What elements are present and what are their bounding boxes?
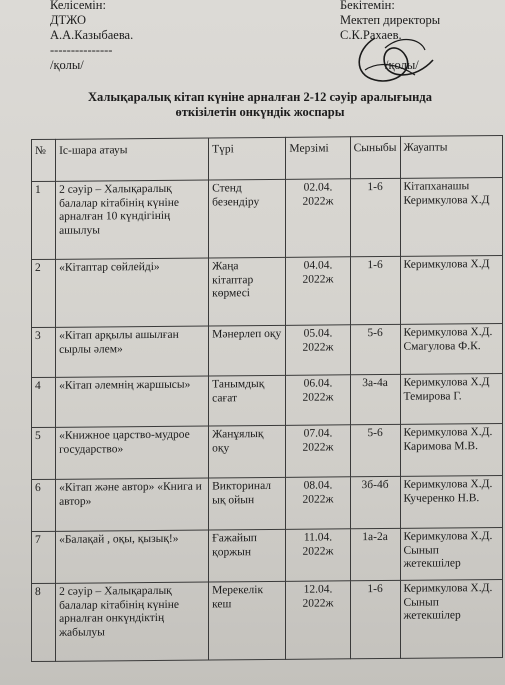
table-row bbox=[32, 579, 503, 661]
cell-responsible: Керимкулова Х.Д. Смагулова Ф.К. bbox=[400, 323, 503, 374]
cell-event-name: «Кітап және автор» «Книга и автор» bbox=[56, 478, 209, 531]
event-plan-table bbox=[31, 135, 503, 662]
cell-type: Танымдық сағат bbox=[209, 375, 286, 426]
plan-title-line1: Халықаралық кітап күніне арналған 2-12 сәуір аралығында bbox=[88, 90, 432, 104]
cell-grade: 1-6 bbox=[350, 580, 400, 658]
agree-signature-line: --------------- bbox=[50, 43, 113, 57]
cell-date: 08.04. 2022ж bbox=[286, 477, 350, 530]
table-row bbox=[32, 177, 503, 259]
cell-responsible: Керимкулова Х.Д Темирова Г. bbox=[400, 373, 503, 424]
table-row bbox=[32, 323, 503, 377]
cell-event-name: «Кітаптар сөйлейді» bbox=[56, 258, 209, 327]
cell-number: 6 bbox=[32, 479, 56, 531]
cell-event-name: «Кітап әлемнің жаршысы» bbox=[56, 376, 209, 427]
agree-label: Келісемін: bbox=[50, 0, 106, 12]
approve-name: С.К.Рахаев. bbox=[340, 28, 402, 42]
cell-number: 2 bbox=[32, 259, 56, 327]
header-date: Мерзімі bbox=[286, 137, 350, 180]
cell-date: 05.04. 2022ж bbox=[286, 325, 350, 376]
cell-responsible: Керимкулова Х.Д. Сынып жетекшілер bbox=[400, 527, 503, 580]
table-row bbox=[32, 423, 503, 479]
agree-name: А.А.Казыбаева. bbox=[50, 28, 134, 42]
cell-type: Викторинал ық ойын bbox=[209, 477, 286, 530]
cell-event-name: «Кітап арқылы ашылған сырлы әлем» bbox=[56, 326, 209, 377]
cell-grade: 1-6 bbox=[350, 256, 400, 324]
handwritten-signature bbox=[345, 30, 440, 90]
cell-date: 07.04. 2022ж bbox=[286, 425, 350, 478]
table-row bbox=[32, 255, 503, 327]
cell-responsible: Кітапханашы Керимкулова Х.Д bbox=[400, 177, 503, 256]
cell-number: 7 bbox=[32, 531, 56, 583]
table-header-row bbox=[32, 135, 503, 181]
cell-grade: 1а-2а bbox=[350, 528, 400, 580]
cell-event-name: 2 сәуір – Халықаралық балалар кітабінің күніне арналған онкүндіктің жабылуы bbox=[56, 582, 209, 661]
cell-type: Мәнерлеп оқу bbox=[209, 325, 286, 376]
cell-number: 3 bbox=[32, 327, 56, 377]
cell-grade: 1-6 bbox=[350, 178, 400, 256]
agree-signature-caption: /қолы/ bbox=[50, 58, 84, 72]
cell-type: Жаңа кітаптар көрмесі bbox=[209, 257, 286, 326]
cell-event-name: «Балақай , оқы, қызық!» bbox=[56, 530, 209, 583]
cell-event-name: «Книжное царство-мудрое государство» bbox=[56, 426, 209, 479]
table-row bbox=[32, 527, 503, 583]
cell-responsible: Керимкулова Х.Д. Сынып жетекшілер bbox=[400, 579, 503, 658]
approve-org: Мектеп директоры bbox=[340, 13, 441, 27]
cell-grade: 5-6 bbox=[350, 424, 400, 476]
cell-event-name: 2 сәуір – Халықаралық балалар кітабінің күніне арналған 10 күндігінің ашылуы bbox=[56, 180, 209, 259]
cell-type: Мерекелік кеш bbox=[209, 581, 286, 660]
cell-date: 11.04. 2022ж bbox=[286, 529, 350, 582]
cell-number: 1 bbox=[32, 181, 56, 259]
header-event-name: Іс-шара атауы bbox=[56, 138, 209, 181]
cell-number: 5 bbox=[32, 427, 56, 479]
cell-date: 04.04. 2022ж bbox=[286, 257, 350, 326]
approve-signature-caption: /қолы/ bbox=[385, 58, 419, 72]
cell-number: 4 bbox=[32, 377, 56, 427]
cell-date: 12.04. 2022ж bbox=[286, 581, 350, 660]
header-type: Түрі bbox=[209, 137, 286, 180]
agree-org: ДТЖО bbox=[50, 13, 87, 27]
cell-type: Жанұялық оқу bbox=[209, 425, 286, 478]
table-row bbox=[32, 373, 503, 427]
cell-number: 8 bbox=[32, 583, 56, 661]
cell-date: 06.04. 2022ж bbox=[286, 375, 350, 426]
cell-grade: 5-6 bbox=[350, 324, 400, 374]
header-responsible: Жауапты bbox=[400, 135, 503, 178]
cell-date: 02.04. 2022ж bbox=[286, 179, 350, 258]
approval-left-block bbox=[50, 0, 133, 73]
header-number: № bbox=[32, 139, 56, 181]
table-row bbox=[32, 475, 503, 531]
cell-responsible: Керимкулова Х.Д. Каримова М.В. bbox=[400, 423, 503, 476]
cell-type: Стенд безендіру bbox=[209, 179, 286, 258]
header-grade: Сыныбы bbox=[350, 136, 400, 178]
cell-type: Ғажайып қоржын bbox=[209, 529, 286, 582]
approve-label: Бекітемін: bbox=[340, 0, 395, 12]
cell-responsible: Керимкулова Х.Д. Кучеренко Н.В. bbox=[400, 475, 503, 528]
cell-grade: 3б-4б bbox=[350, 476, 400, 528]
plan-title bbox=[60, 90, 460, 120]
plan-title-line2: өткізілетін онкүндік жоспары bbox=[175, 105, 345, 119]
cell-responsible: Керимкулова Х.Д bbox=[400, 255, 503, 324]
cell-grade: 3а-4а bbox=[350, 374, 400, 424]
